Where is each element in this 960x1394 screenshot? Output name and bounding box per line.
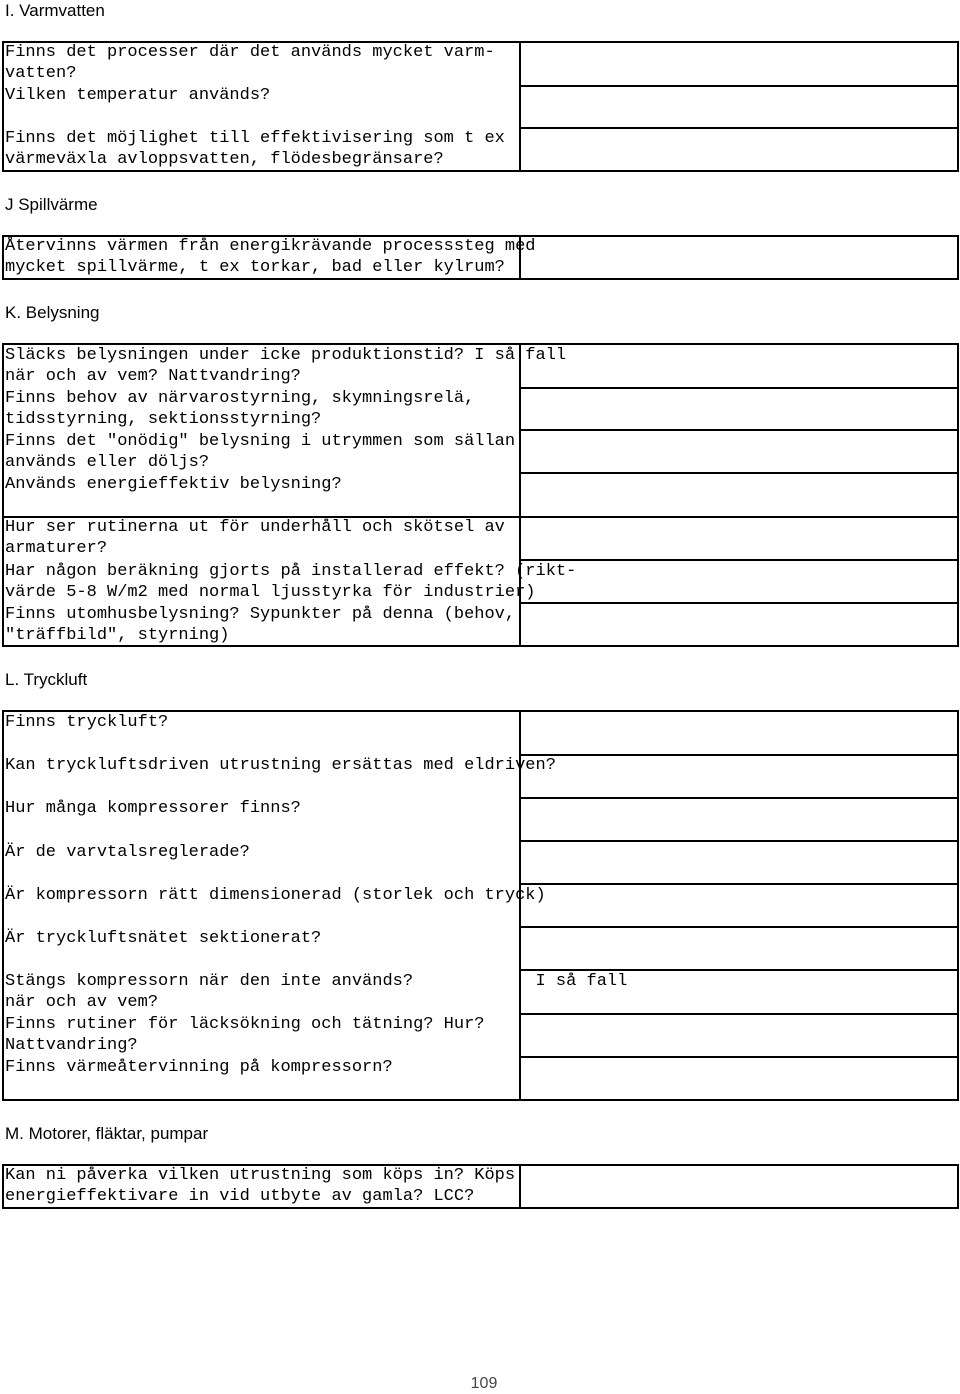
answer-divider xyxy=(519,602,957,604)
column-divider xyxy=(519,1166,521,1207)
answer-divider xyxy=(519,883,957,885)
question-text: Finns det "onödig" belysning i utrymmen som sällan används eller döljs? xyxy=(5,432,516,472)
question-text: Är kompressorn rätt dimensionerad (storlek och tryck) xyxy=(5,886,546,905)
answer-divider xyxy=(519,429,957,431)
question-text: Stängs kompressorn när den inte används? I så fall när och av vem? xyxy=(5,972,628,1012)
answer-divider xyxy=(519,926,957,928)
question-text: Finns behov av närvarostyrning, skymningsrelä, tidsstyrning, sektionsstyrning? xyxy=(5,389,475,429)
answer-divider xyxy=(519,85,957,87)
question-text: Kan ni påverka vilken utrustning som köps in? Köps energieffektivare in vid utbyte av gamla? LCC? xyxy=(5,1166,516,1206)
answer-divider xyxy=(519,754,957,756)
question-text: Finns värmeåtervinning på kompressorn? xyxy=(5,1058,393,1077)
section-title-belysning: K. Belysning xyxy=(5,303,100,322)
answer-divider xyxy=(519,797,957,799)
column-divider xyxy=(519,43,521,170)
question-text: Används energieffektiv belysning? xyxy=(5,475,342,494)
question-text: Har någon beräkning gjorts på installerad effekt? (rikt- värde 5-8 W/m2 med normal ljusstyrka för industrier) xyxy=(5,562,577,602)
question-text: Finns det möjlighet till effektivisering som t ex värmeväxla avloppsvatten, flödesbegränsare? xyxy=(5,129,505,169)
answer-divider xyxy=(519,1013,957,1015)
question-text: Finns rutiner för läcksökning och tätning? Hur? Nattvandring? xyxy=(5,1015,485,1055)
question-text: Finns utomhusbelysning? Sypunkter på denna (behov, "träffbild", styrning) xyxy=(5,605,516,645)
answer-divider xyxy=(519,387,957,389)
question-text: Finns det processer där det används mycket varm- vatten? xyxy=(5,43,495,83)
answer-divider xyxy=(519,472,957,474)
question-text: Hur ser rutinerna ut för underhåll och skötsel av armaturer? xyxy=(5,518,505,558)
section-title-tryckluft: L. Tryckluft xyxy=(5,670,88,689)
question-text: Släcks belysningen under icke produktionstid? I så fall när och av vem? Nattvandring? xyxy=(5,346,567,386)
question-text: Hur många kompressorer finns? xyxy=(5,799,301,818)
answer-divider xyxy=(519,559,957,561)
answer-divider xyxy=(519,1056,957,1058)
question-text: Vilken temperatur används? xyxy=(5,86,271,105)
section-title-spillvarme: J Spillvärme xyxy=(5,195,98,214)
question-text: Är tryckluftsnätet sektionerat? xyxy=(5,929,322,948)
question-text: Är de varvtalsreglerade? xyxy=(5,843,250,862)
question-text: Finns tryckluft? xyxy=(5,713,169,732)
question-text: Kan tryckluftsdriven utrustning ersättas med eldriven? xyxy=(5,756,556,775)
section-title-motorer: M. Motorer, fläktar, pumpar xyxy=(5,1124,209,1143)
answer-divider xyxy=(519,840,957,842)
answer-divider xyxy=(519,127,957,129)
section-title-varmvatten: I. Varmvatten xyxy=(5,1,105,20)
question-text: Återvinns värmen från energikrävande processsteg med mycket spillvärme, t ex torkar, bad eller kylrum? xyxy=(5,237,536,277)
page-number: 109 xyxy=(470,1375,498,1392)
